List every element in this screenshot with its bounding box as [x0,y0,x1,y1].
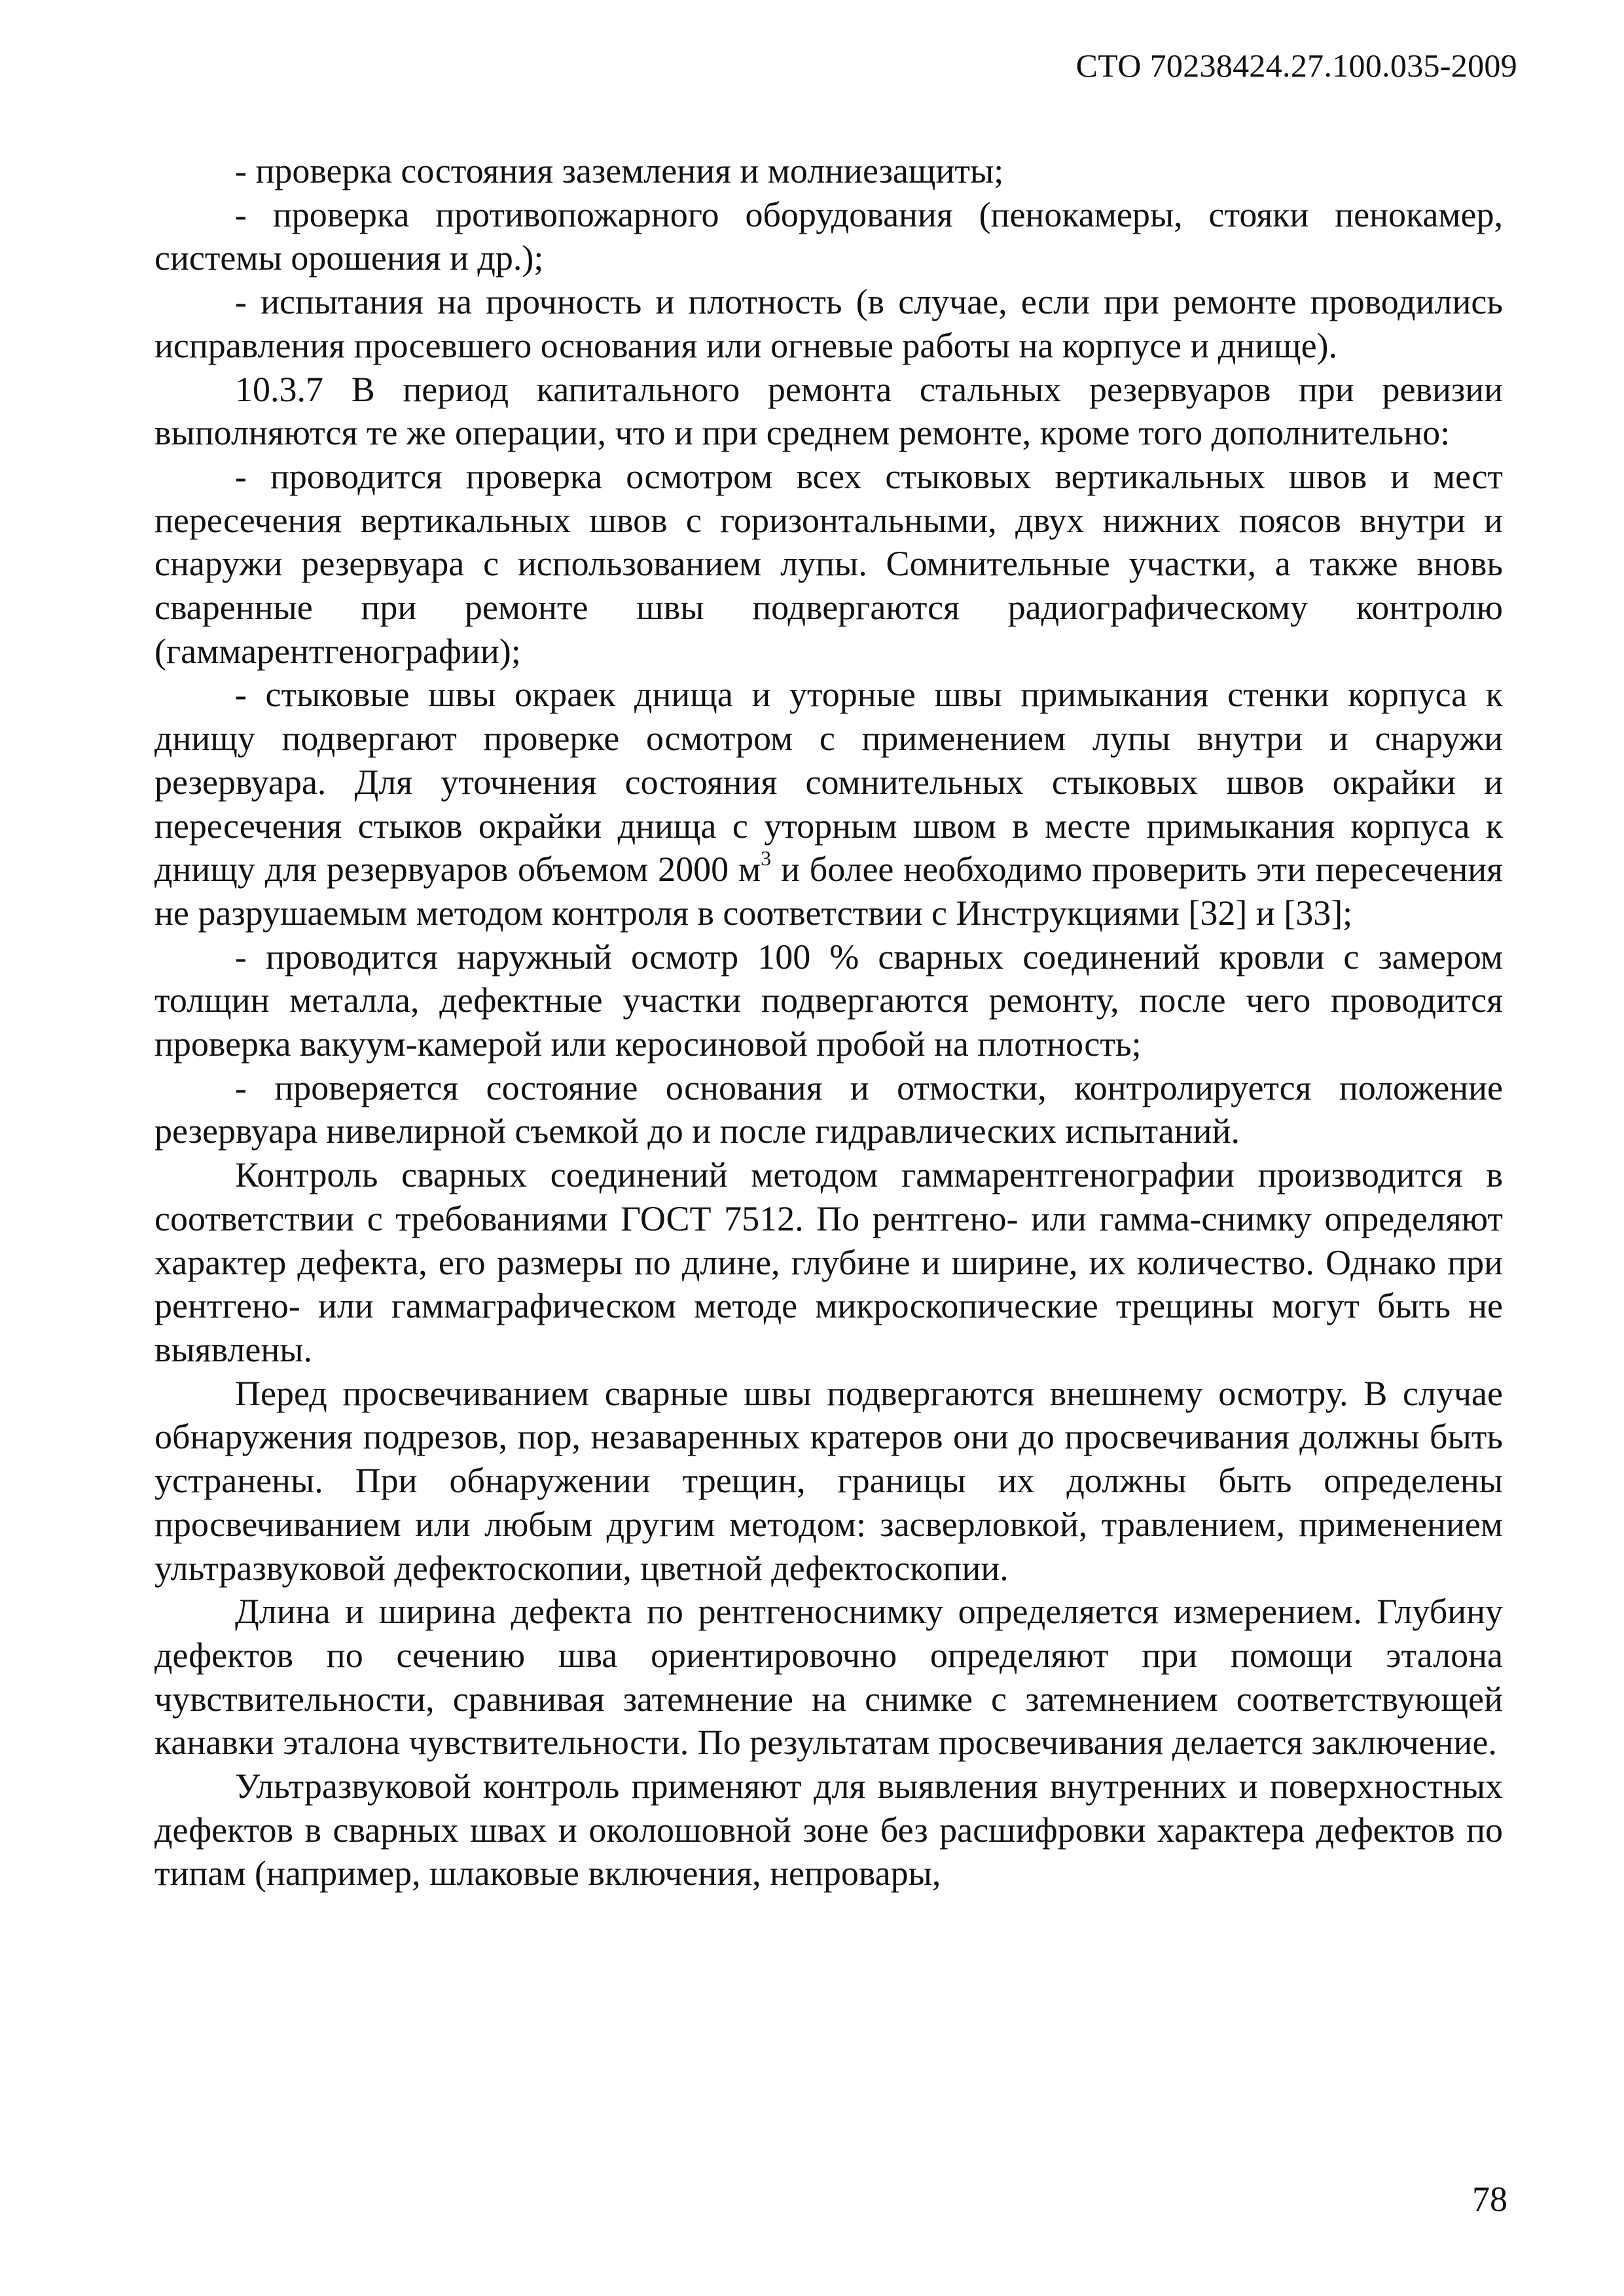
page-number: 78 [1472,2179,1507,2219]
bullet-vertical-seams: - проводится проверка осмотром всех стыковых вертикальных швов и мест пересечения вертикальных швов с горизонтальными, двух нижних поясов внутри и снаружи резервуара с использованием лупы. Сомнительные участки, а также вновь сваренные при ремонте швы подвергаются радиографическому контролю (гаммарентгенографии); [154,456,1503,671]
bottom-seams-text-before: - стыковые швы окраек днища и уторные швы примыкания стенки корпуса к днищу подвергают проверке осмотром с применением лупы внутри и снаружи резервуара. Для уточнения состояния сомнительных стыковых швов окрайки и пересечения стыков окрайки днища с уторным швом в месте примыкания корпуса к днищу для резервуаров объемом 2000 м [154,675,1503,889]
paragraph-gamma-radiography: Контроль сварных соединений методом гаммарентгенографии производится в соответствии с требованиями ГОСТ 7512. По рентгено- или гамма-снимку определяют характер дефекта, его размеры по длине, глубине и ширине, их количество. Однако при рентгено- или гаммаграфическом методе микроскопические трещины могут быть не выявлены. [154,1155,1503,1369]
bullet-fire-equipment-check: - проверка противопожарного оборудования (пенокамеры, стояки пенокамер, системы орошения и др.); [154,194,1503,278]
clause-10-3-7: 10.3.7 В период капитального ремонта стальных резервуаров при ревизии выполняются те же операции, что и при среднем ремонте, кроме того дополнительно: [154,369,1503,453]
paragraph-pre-inspection: Перед просвечиванием сварные швы подвергаются внешнему осмотру. В случае обнаружения подрезов, пор, незаваренных кратеров они до просвечивания должны быть устранены. При обнаружении трещин, границы их должны быть определены просвечиванием или любым другим методом: засверловкой, травлением, применением ультразвуковой дефектоскопии, цветной дефектоскопии. [154,1373,1503,1588]
bullet-roof-inspection: - проводится наружный осмотр 100 % сварных соединений кровли с замером толщин металла, дефектные участки подвергаются ремонту, после чего проводится проверка вакуум-камерой или керосиновой пробой на плотность; [154,937,1503,1064]
bullet-bottom-seams [154,673,1503,935]
bullet-grounding-check: - проверка состояния заземления и молниезащиты; [235,151,1004,190]
paragraph-defect-measurement: Длина и ширина дефекта по рентгеноснимку определяется измерением. Глубину дефектов по сечению шва ориентировочно определяют при помощи эталона чувствительности, сравнивая затемнение на снимке с затемнением соответствующей канавки эталона чувствительности. По результатам просвечивания делается заключение. [154,1592,1503,1763]
bullet-strength-tests: - испытания на прочность и плотность (в случае, если при ремонте проводились исправления просевшего основания или огневые работы на корпусе и днище). [154,282,1503,365]
document-code-header: СТО 70238424.27.100.035-2009 [1075,47,1517,84]
bottom-seams-text-after: и более необходимо проверить эти пересечения не разрушаемым методом контроля в соответствии с Инструкциями [32] и [33]; [154,850,1503,933]
cubic-superscript: 3 [761,846,772,870]
bullet-foundation-check: - проверяется состояние основания и отмостки, контролируется положение резервуара нивелирной съемкой до и после гидравлических испытаний. [154,1067,1503,1151]
paragraph-ultrasonic-control: Ультразвуковой контроль применяют для выявления внутренних и поверхностных дефектов в сварных швах и околошовной зоне без расшифровки характера дефектов по типам (например, шлаковые включения, непровары, [154,1767,1503,1893]
document-body [154,149,1503,1895]
